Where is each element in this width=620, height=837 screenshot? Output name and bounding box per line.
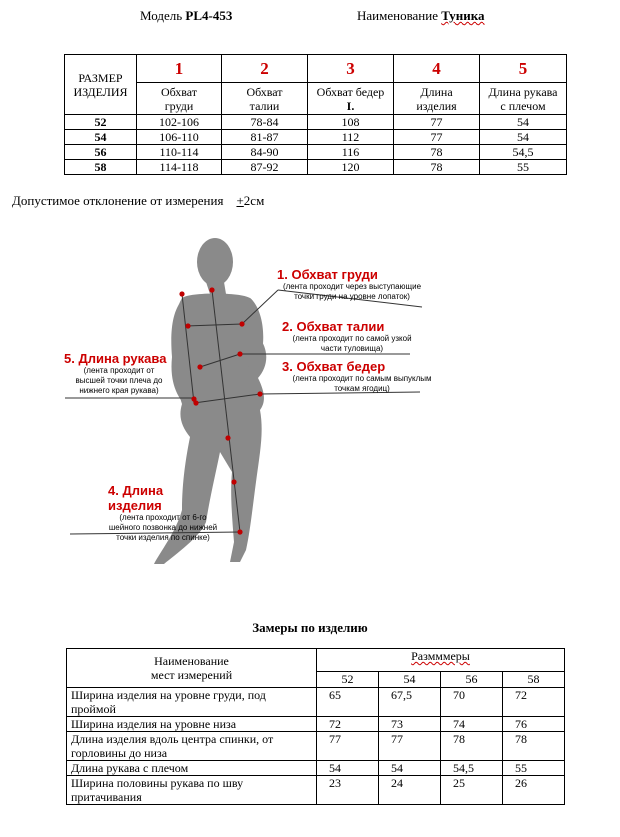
measure-name-header	[67, 649, 317, 688]
size-corner-label-1: РАЗМЕР	[78, 70, 123, 85]
header-line: талии	[249, 98, 280, 113]
value-cell: 78	[394, 160, 480, 175]
value-cell: 106-110	[137, 130, 222, 145]
header-line: Обхват	[246, 84, 283, 99]
label-hips-note-1: (лента проходит по самым выпуклым	[292, 374, 432, 383]
value-cell: 67,5	[379, 688, 441, 717]
plus-minus-sign: +	[236, 193, 244, 208]
value-cell: 84-90	[222, 145, 308, 160]
measure-name-line: притачивания	[71, 790, 142, 804]
size-header-cell: 56	[441, 672, 503, 688]
value-cell: 87-92	[222, 160, 308, 175]
size-cell: 58	[65, 160, 137, 175]
label-length-note-1: (лента проходит от 6-го	[119, 513, 207, 522]
size-chart-table	[64, 54, 567, 175]
label-waist	[282, 319, 422, 354]
value-cell: 23	[317, 776, 379, 805]
column-header-length	[394, 83, 480, 115]
model-label: Модель	[140, 8, 183, 23]
column-header-bust	[137, 83, 222, 115]
value-cell: 120	[308, 160, 394, 175]
value-cell: 81-87	[222, 130, 308, 145]
value-cell: 55	[503, 761, 565, 776]
model-value: PL4-453	[185, 8, 233, 23]
value-cell: 78	[441, 732, 503, 761]
value-cell: 102-106	[137, 115, 222, 130]
model-line	[140, 8, 232, 24]
sizes-label: Размммеры	[411, 649, 470, 663]
column-number-2: 2	[222, 55, 308, 83]
table-row	[67, 761, 565, 776]
label-length	[108, 483, 218, 543]
value-cell: 55	[480, 160, 567, 175]
value-cell: 114-118	[137, 160, 222, 175]
name-line	[357, 8, 485, 24]
label-bust-note-1: (лента проходит через выступающие	[282, 282, 422, 291]
header-line: Длина рукава	[488, 84, 558, 99]
name-label: Наименование	[357, 8, 438, 23]
column-header-hips	[308, 83, 394, 115]
value-cell: 72	[503, 688, 565, 717]
label-sleeve-note-1: (лента проходит от	[83, 366, 155, 375]
column-number-3: 3	[308, 55, 394, 83]
value-cell: 54,5	[480, 145, 567, 160]
value-cell: 54	[480, 115, 567, 130]
measure-name-cell: Ширина изделия на уровне низа	[67, 717, 317, 732]
label-waist-note-2: части туловища)	[320, 344, 384, 353]
measure-name-cell: Длина рукава с плечом	[67, 761, 317, 776]
tolerance-text: Допустимое отклонение от измерения	[12, 193, 224, 208]
value-cell: 74	[441, 717, 503, 732]
value-cell: 77	[379, 732, 441, 761]
label-bust	[277, 267, 427, 302]
value-cell: 108	[308, 115, 394, 130]
name-value: Туника	[441, 8, 485, 23]
table-row	[65, 115, 567, 130]
table-row	[65, 145, 567, 160]
label-length-note-3: точки изделия по спинке)	[116, 533, 210, 542]
size-cell: 52	[65, 115, 137, 130]
size-corner-header	[65, 55, 137, 115]
column-header-waist	[222, 83, 308, 115]
table-row	[67, 688, 565, 717]
header-line: Длина	[420, 84, 453, 99]
label-bust-note-2: точки груди на уровне лопаток)	[294, 292, 410, 301]
table-row	[65, 130, 567, 145]
size-header-cell: 54	[379, 672, 441, 688]
size-header-cell: 58	[503, 672, 565, 688]
value-cell: 70	[441, 688, 503, 717]
measure-name-line: проймой	[71, 702, 116, 716]
header-line: Обхват	[160, 84, 198, 99]
column-number-4: 4	[394, 55, 480, 83]
header-line: I.	[346, 98, 355, 113]
label-sleeve-title: 5. Длина рукава	[64, 351, 167, 366]
tolerance-note	[12, 193, 264, 209]
value-cell: 54,5	[441, 761, 503, 776]
value-cell: 76	[503, 717, 565, 732]
value-cell: 54	[379, 761, 441, 776]
value-cell: 112	[308, 130, 394, 145]
table-row	[67, 776, 565, 805]
value-cell: 110-114	[137, 145, 222, 160]
value-cell: 73	[379, 717, 441, 732]
label-sleeve	[64, 351, 174, 396]
table-row	[67, 717, 565, 732]
value-cell: 77	[394, 130, 480, 145]
value-cell: 65	[317, 688, 379, 717]
value-cell: 78	[503, 732, 565, 761]
table-row	[67, 732, 565, 761]
value-cell: 77	[394, 115, 480, 130]
label-hips-note-2: точкам ягодиц)	[334, 384, 390, 393]
measure-table-title: Замеры по изделию	[252, 620, 368, 635]
value-cell: 116	[308, 145, 394, 160]
size-header-cell: 52	[317, 672, 379, 688]
column-number-5: 5	[480, 55, 567, 83]
value-cell: 78	[394, 145, 480, 160]
measure-name-cell	[67, 732, 317, 761]
size-cell: 56	[65, 145, 137, 160]
header-line: с плечом	[500, 98, 546, 113]
measure-name-cell	[67, 688, 317, 717]
header-line: Обхват бедер	[316, 84, 385, 99]
size-corner-label-2: ИЗДЕЛИЯ	[73, 84, 128, 99]
label-bust-title: 1. Обхват груди	[277, 267, 378, 282]
measure-name-line: Длина изделия вдоль центра спинки, от	[71, 732, 274, 746]
value-cell: 54	[480, 130, 567, 145]
value-cell: 24	[379, 776, 441, 805]
size-cell: 54	[65, 130, 137, 145]
table-row	[65, 160, 567, 175]
label-waist-note-1: (лента проходит по самой узкой	[292, 334, 412, 343]
header-line: груди	[164, 98, 194, 113]
measure-name-line: Ширина половины рукава по шву	[71, 776, 244, 790]
value-cell: 77	[317, 732, 379, 761]
label-hips	[282, 359, 442, 394]
label-waist-title: 2. Обхват талии	[282, 319, 385, 334]
value-cell: 78-84	[222, 115, 308, 130]
tolerance-value: 2см	[243, 193, 265, 208]
sizes-header	[317, 649, 565, 672]
label-sleeve-note-2: высшей точки плеча до	[75, 376, 163, 385]
value-cell: 25	[441, 776, 503, 805]
label-length-note-2: шейного позвонка до нижней	[108, 523, 218, 532]
value-cell: 26	[503, 776, 565, 805]
label-sleeve-note-3: нижнего края рукава)	[79, 386, 159, 395]
header-line: изделия	[416, 98, 457, 113]
label-hips-title: 3. Обхват бедер	[282, 359, 386, 374]
value-cell: 54	[317, 761, 379, 776]
value-cell: 72	[317, 717, 379, 732]
column-header-sleeve	[480, 83, 567, 115]
measure-name-line: Ширина изделия на уровне груди, под	[71, 688, 266, 702]
measure-name-cell	[67, 776, 317, 805]
measure-name-line: горловины до низа	[71, 746, 168, 760]
measure-table	[66, 648, 565, 805]
column-number-1: 1	[137, 55, 222, 83]
measure-head-2: мест измерений	[150, 668, 233, 682]
label-length-title: 4. Длина изделия	[108, 483, 164, 513]
measure-head-1: Наименование	[154, 654, 229, 668]
